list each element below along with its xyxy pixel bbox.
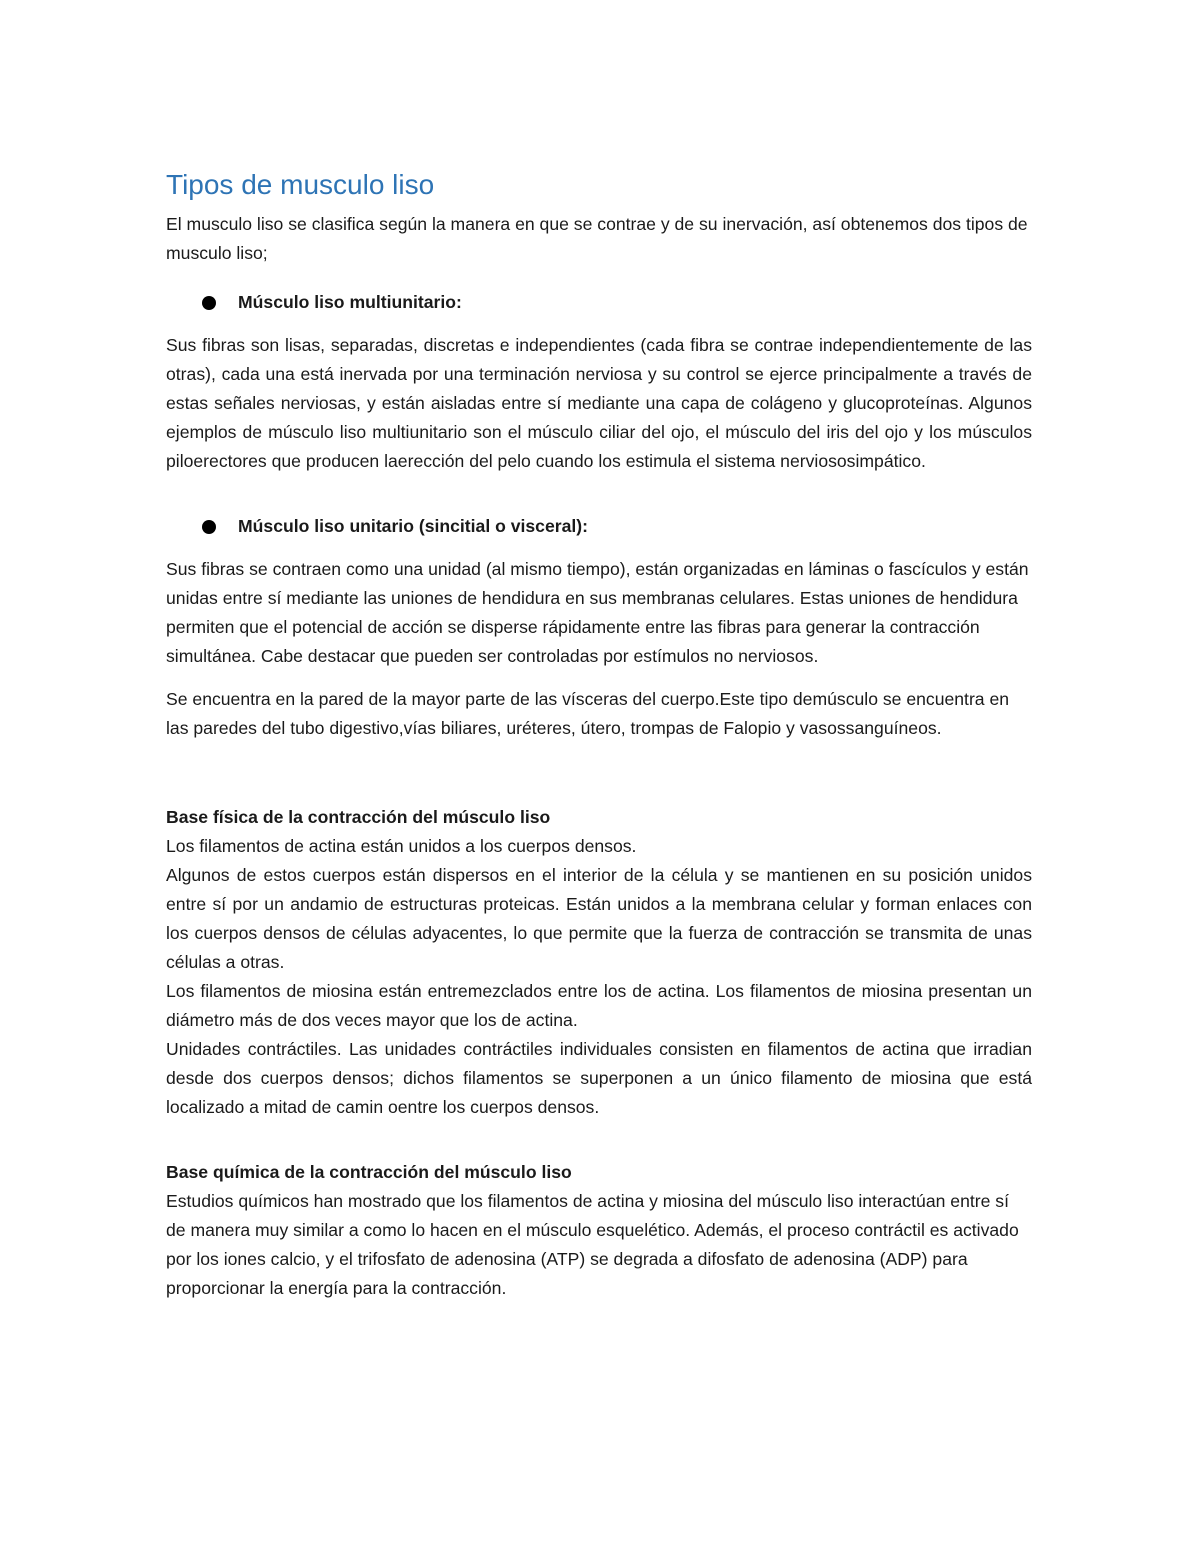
base-fisica-paragraph-4: Unidades contráctiles. Las unidades contráctiles individuales consisten en filamentos de actina que irradian desde dos cuerpos densos; dichos filamentos se superponen a un único filamento de miosina que está localizado a mitad de camin oentre los cuerpos densos. [166,1039,1032,1117]
document-page [166,168,1032,1303]
intro-paragraph: El musculo liso se clasifica según la manera en que se contrae y de su inervación, así obtenemos dos tipos de musculo liso; [166,214,1028,263]
section-heading-base-fisica: Base física de la contracción del músculo liso [166,807,551,827]
bullet-label: Músculo liso multiunitario: [238,292,462,312]
base-fisica-paragraph-3: Los filamentos de miosina están entremezclados entre los de actina. Los filamentos de miosina presentan un diámetro más de dos veces mayor que los de actina. [166,981,1032,1030]
bullet-dot-icon [202,520,216,534]
unitario-paragraph-1: Sus fibras se contraen como una unidad (al mismo tiempo), están organizadas en láminas o fascículos y están unidas entre sí mediante las uniones de hendidura en sus membranas celulares. Estas uniones de hendidura permiten que el potencial de acción se disperse rápidamente entre las fibras para generar la contracción simultánea. Cabe destacar que pueden ser controladas por estímulos no nerviosos. [166,559,1029,666]
multiunitario-paragraph: Sus fibras son lisas, separadas, discretas e independientes (cada fibra se contrae independientemente de las otras), cada una está inervada por una terminación nerviosa y su control se ejerce principalmente a través de estas señales nerviosas, y están aisladas entre sí mediante una capa de colágeno y glucoproteínas. Algunos ejemplos de músculo liso multiunitario son el músculo ciliar del ojo, el músculo del iris del ojo y los músculos piloerectores que producen laerección del pelo cuando los estimula el sistema nerviososimpático. [166,335,1032,471]
base-fisica-paragraph-2: Algunos de estos cuerpos están dispersos en el interior de la célula y se mantienen en su posición unidos entre sí por un andamio de estructuras proteicas. Están unidos a la membrana celular y forman enlaces con los cuerpos densos de células adyacentes, lo que permite que la fuerza de contracción se transmita de unas células a otras. [166,865,1032,972]
unitario-paragraph-2: Se encuentra en la pared de la mayor parte de las vísceras del cuerpo.Este tipo demúsculo se encuentra en las paredes del tubo digestivo,vías biliares, uréteres, útero, trompas de Falopio y vasossanguíneos. [166,689,1010,738]
bullet-multiunitario [202,288,1032,317]
bullet-dot-icon [202,296,216,310]
base-quimica-paragraph-1: Estudios químicos han mostrado que los filamentos de actina y miosina del músculo liso interactúan entre sí de manera muy similar a como lo hacen en el músculo esquelético. Además, el proceso contráctil es activado por los iones calcio, y el trifosfato de adenosina (ATP) se degrada a difosfato de adenosina (ADP) para proporcionar la energía para la contracción. [166,1191,1019,1298]
bullet-unitario [202,512,1032,541]
base-fisica-paragraph-1: Los filamentos de actina están unidos a los cuerpos densos. [166,836,637,856]
section-heading-base-quimica: Base química de la contracción del músculo liso [166,1162,572,1182]
bullet-label: Músculo liso unitario (sincitial o visceral): [238,516,588,536]
document-title: Tipos de musculo liso [166,169,435,200]
